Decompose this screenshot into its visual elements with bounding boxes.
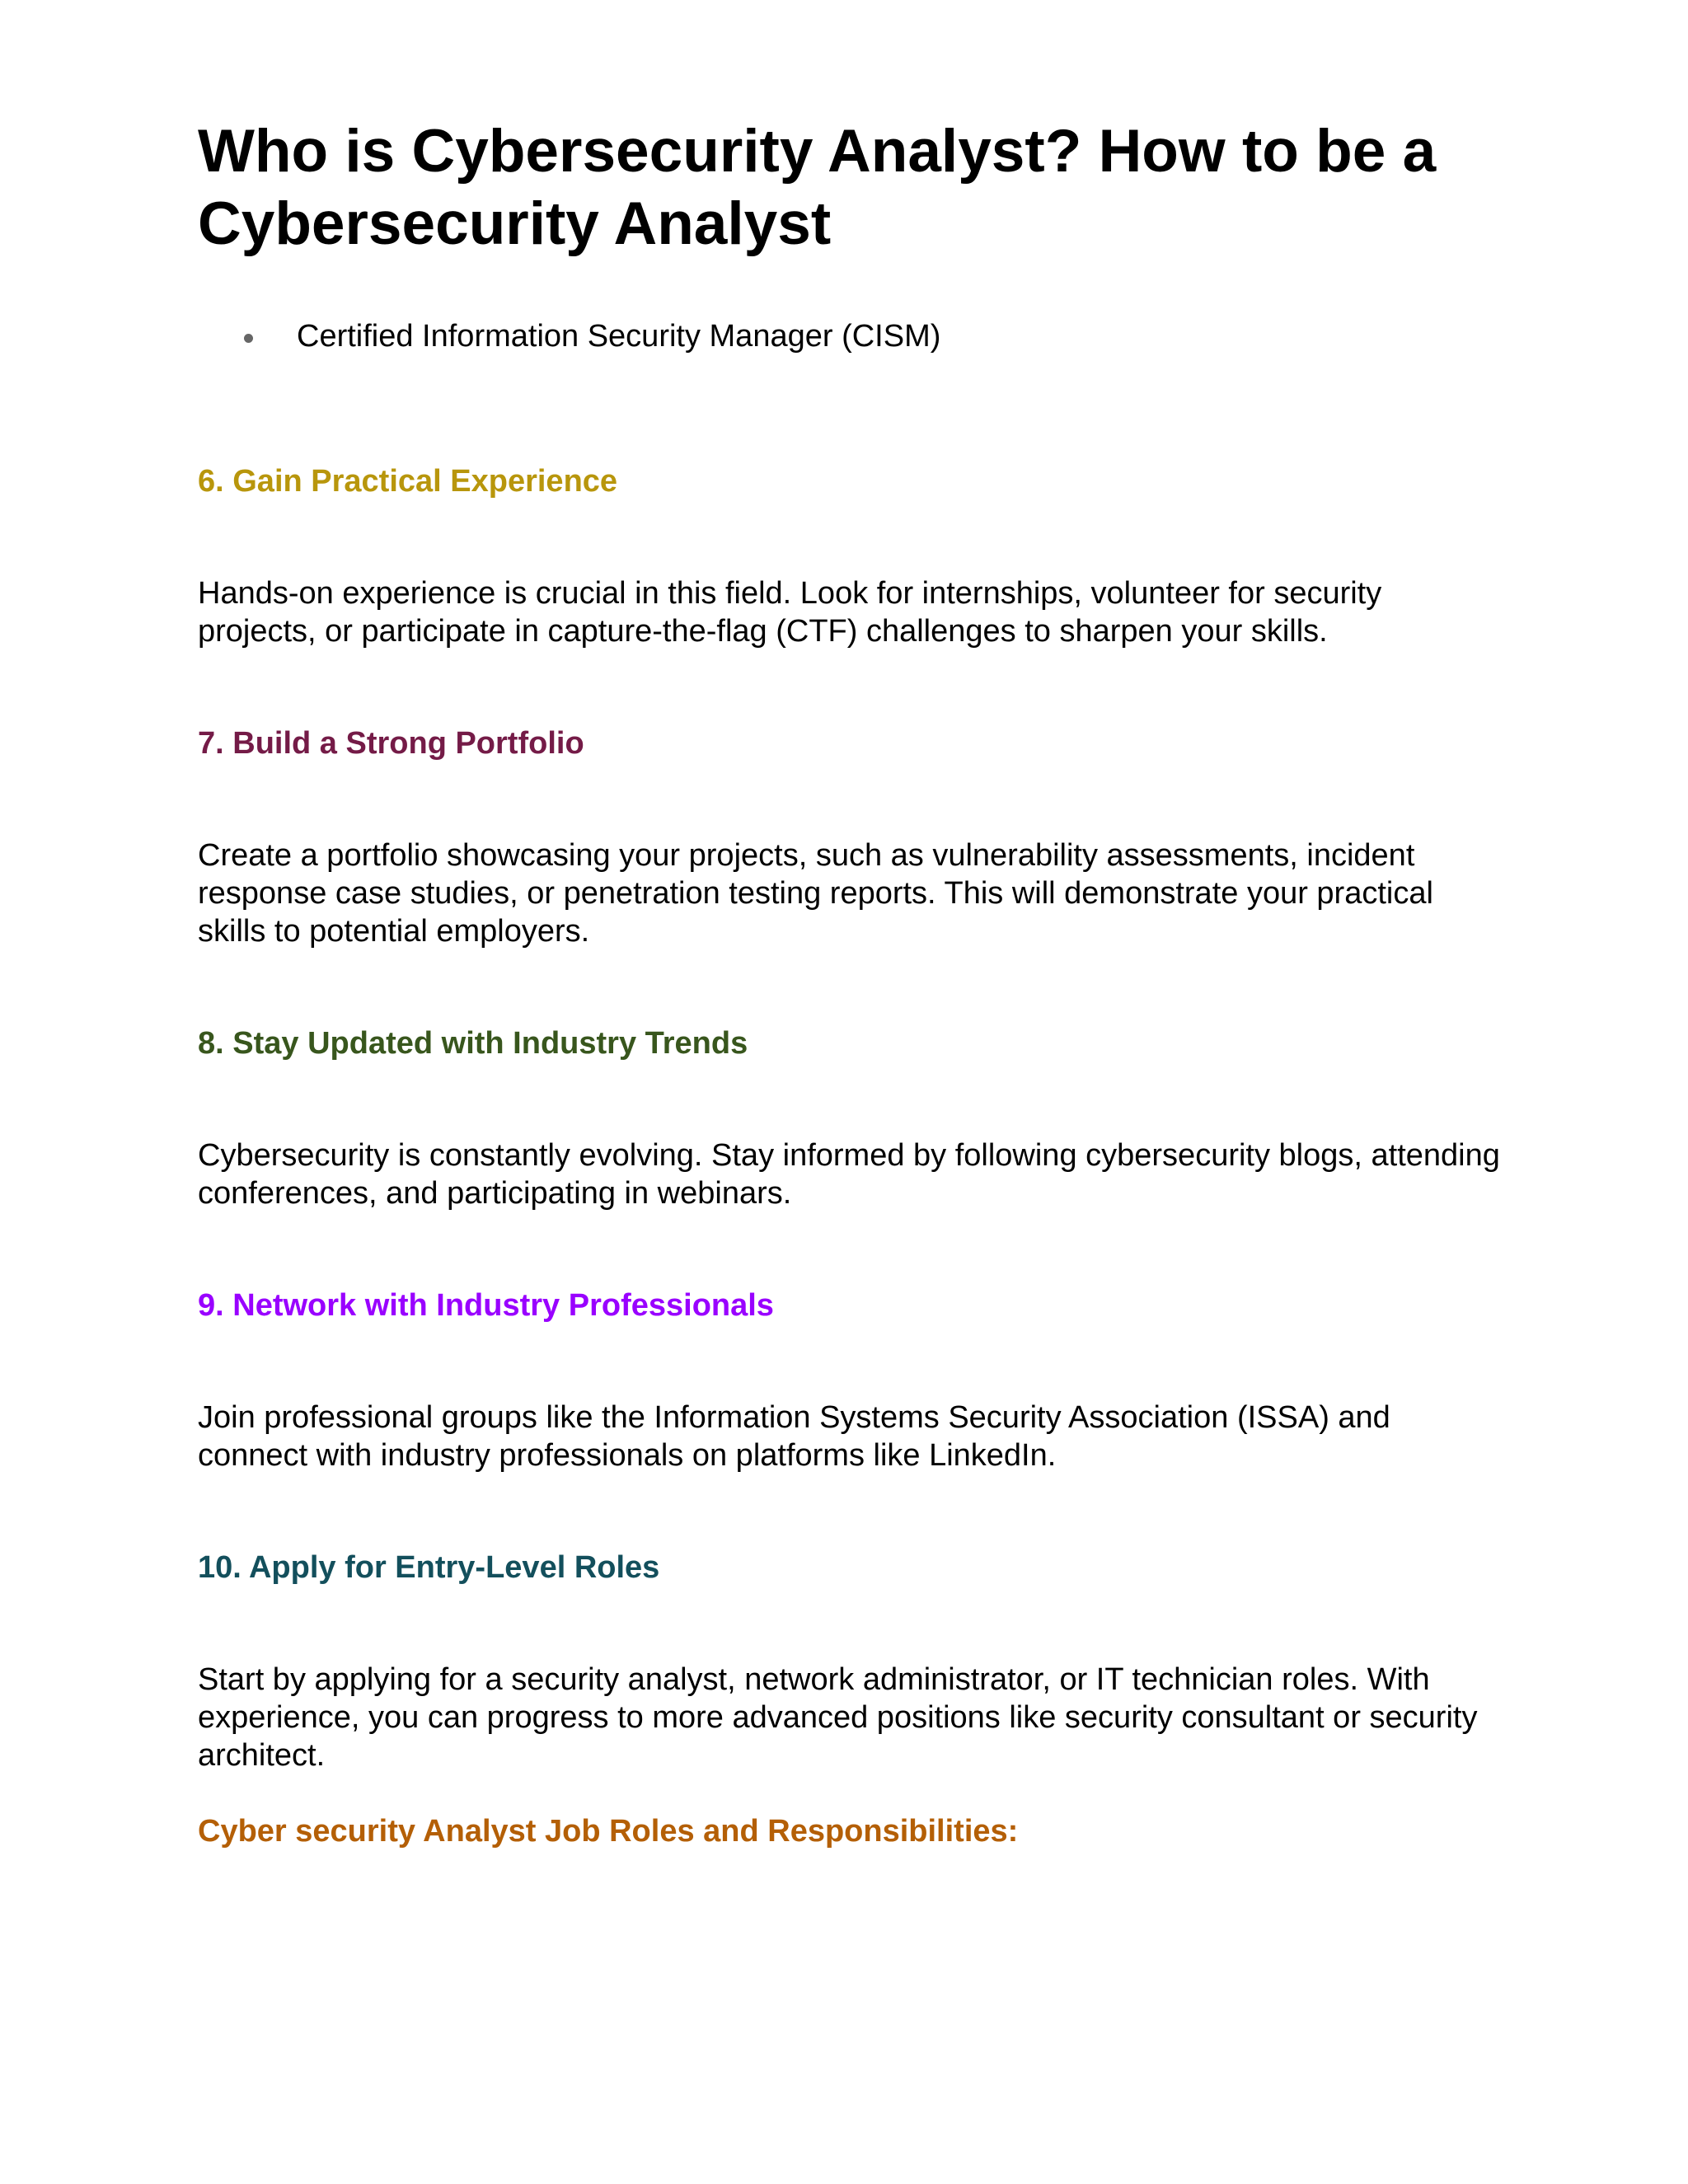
page-title: Who is Cybersecurity Analyst? How to be a Cybersecurity Analyst [198, 118, 1437, 257]
certification-list [198, 313, 940, 359]
section-body-practical-experience: Hands-on experience is crucial in this field. Look for internships, volunteer for security projects, or participate in capture-the-flag (CTF) challenges to sharpen your skills. [198, 576, 1382, 649]
job-roles-heading: Cyber security Analyst Job Roles and Responsibilities: [198, 1814, 1019, 1849]
section-body-networking: Join professional groups like the Information Systems Security Association (ISSA) and connect with industry professionals on platforms like LinkedIn. [198, 1400, 1390, 1473]
section-heading-practical-experience: 6. Gain Practical Experience [198, 464, 618, 499]
bullet-icon [244, 334, 253, 343]
section-heading-industry-trends: 8. Stay Updated with Industry Trends [198, 1026, 748, 1061]
section-body-entry-level: Start by applying for a security analyst, network administrator, or IT technician roles. With experience, you can progress to more advanced positions like security consultant or security architect. [198, 1662, 1478, 1773]
section-heading-networking: 9. Network with Industry Professionals [198, 1288, 774, 1323]
list-item [198, 313, 940, 359]
section-body-industry-trends: Cybersecurity is constantly evolving. Stay informed by following cybersecurity blogs, attending conferences, and participating in webinars. [198, 1138, 1500, 1211]
section-heading-portfolio: 7. Build a Strong Portfolio [198, 726, 584, 761]
list-item-text: Certified Information Security Manager (CISM) [297, 319, 941, 354]
section-body-portfolio: Create a portfolio showcasing your projects, such as vulnerability assessments, incident response case studies, or penetration testing reports. This will demonstrate your practical skills to potential employers. [198, 838, 1433, 949]
document-page [198, 0, 1500, 2184]
section-heading-entry-level: 10. Apply for Entry-Level Roles [198, 1550, 660, 1585]
